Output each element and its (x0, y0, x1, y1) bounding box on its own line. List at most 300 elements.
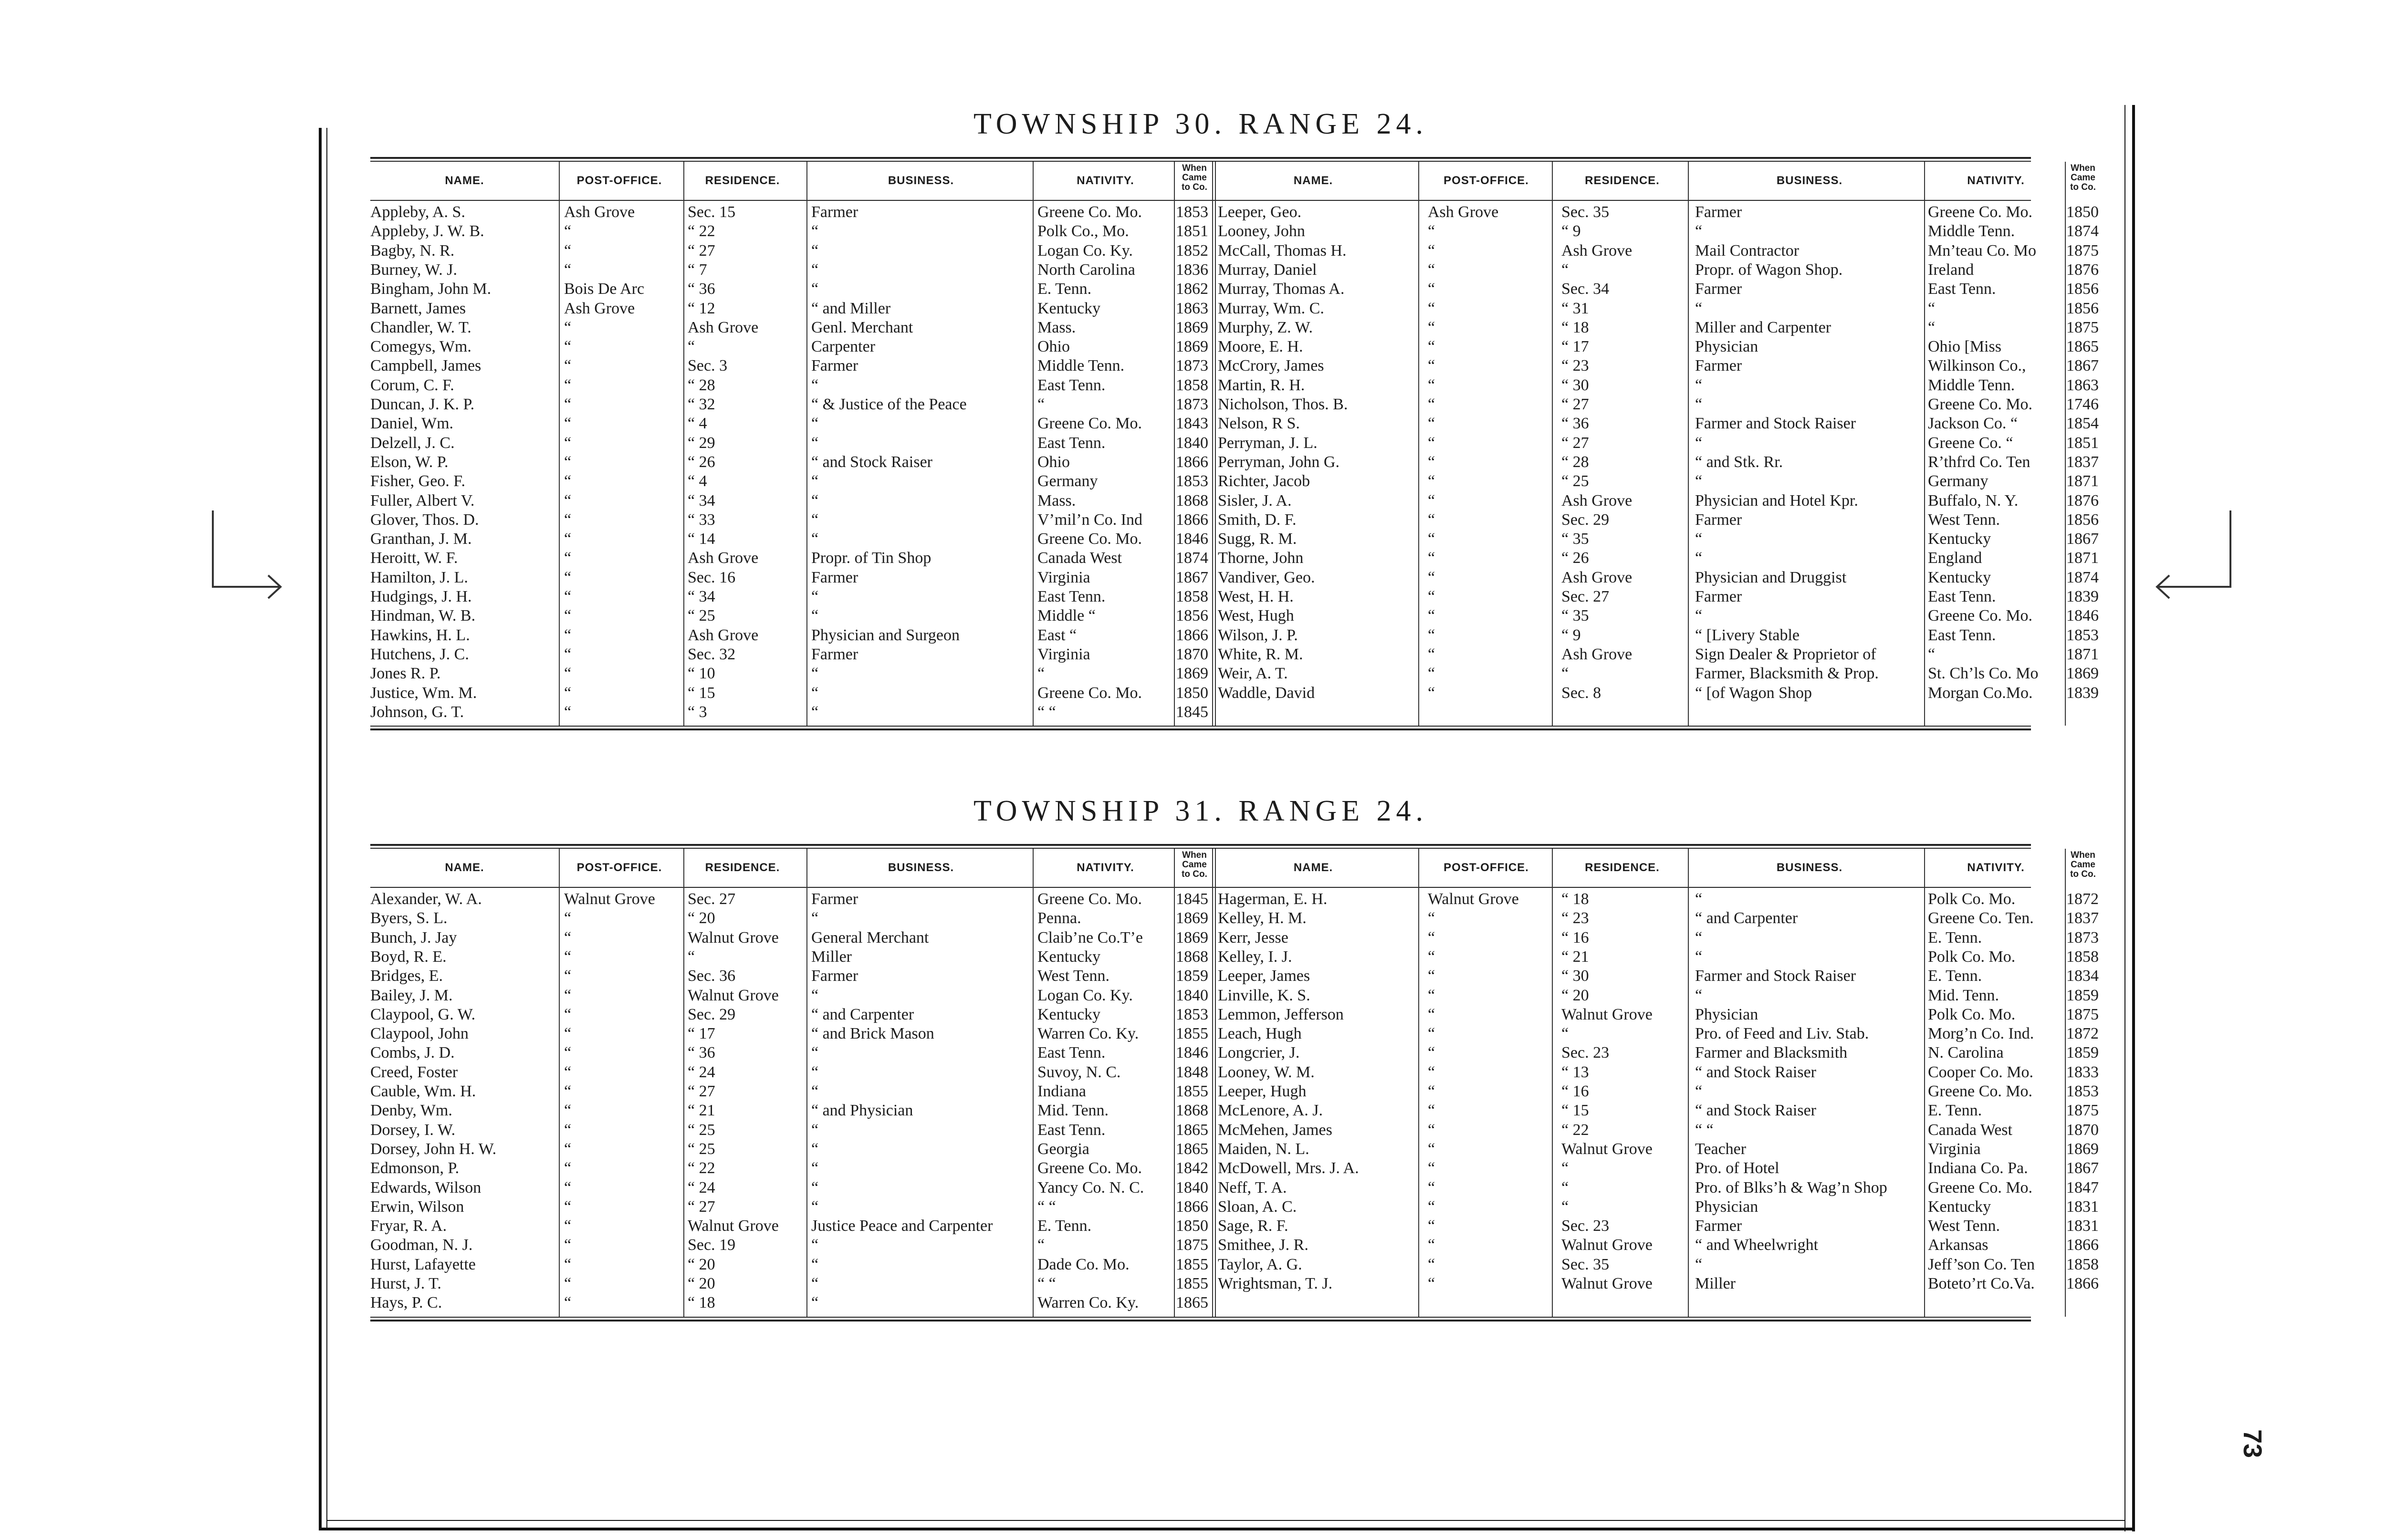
cell-res: “ 36 (688, 1044, 715, 1062)
cell-name: Sugg, R. M. (1218, 530, 1297, 548)
cell-name: Corum, C. F. (370, 376, 454, 394)
cell-name: Weir, A. T. (1218, 665, 1288, 683)
cell-res: “ (688, 947, 695, 966)
cell-nat: Arkansas (1928, 1236, 1988, 1254)
cell-name: Bagby, N. R. (370, 241, 455, 260)
cell-name: Moore, E. H. (1218, 338, 1303, 356)
cell-bus: Farmer (1695, 510, 1742, 529)
cell-po: “ (1428, 549, 1435, 567)
cell-when: 1867 (1176, 568, 1208, 586)
cell-when: 1866 (1176, 453, 1208, 471)
header-top-rule (370, 844, 2031, 846)
right-table-row (370, 549, 2099, 568)
cell-name: Bailey, J. M. (370, 986, 453, 1004)
cell-res: Ash Grove (688, 626, 759, 644)
cell-nat: Penna. (1037, 909, 1081, 927)
left-table-row (370, 1293, 2031, 1312)
cell-bus: Physician (1695, 338, 1758, 356)
cell-name: Heroitt, W. F. (370, 549, 458, 567)
cell-name: Nicholson, Thos. B. (1218, 395, 1348, 413)
cell-nat: Yancy Co. N. C. (1037, 1178, 1144, 1197)
cell-res: “ 4 (688, 415, 707, 433)
table-bottom-thin-rule (370, 726, 2031, 727)
cell-po: “ (564, 222, 572, 240)
cell-bus: “ and Carpenter (811, 1005, 914, 1023)
column-divider (806, 162, 807, 726)
right-table-row (370, 1024, 2099, 1043)
cell-when: 1831 (2066, 1217, 2099, 1235)
right-table-row (370, 928, 2099, 947)
cell-name: McMehen, James (1218, 1121, 1332, 1139)
cell-name: Fisher, Geo. F. (370, 472, 465, 490)
right-table-row (370, 1101, 2099, 1120)
cell-when: 1870 (1176, 645, 1208, 663)
cell-name: Edwards, Wilson (370, 1178, 481, 1197)
cell-name: Edmonson, P. (370, 1159, 460, 1177)
cell-po: “ (1428, 453, 1435, 471)
cell-res: “ 4 (688, 472, 707, 490)
cell-nat: Greene Co. Mo. (1037, 415, 1142, 433)
cell-when: 1869 (2066, 1140, 2099, 1158)
cell-res: “ 25 (1561, 472, 1589, 490)
left-name-header: NAME. (445, 861, 484, 874)
right-table-row (370, 645, 2099, 664)
right-nat-header: NATIVITY. (1967, 861, 2025, 874)
cell-bus: “ (811, 472, 819, 490)
cell-po: “ (1428, 1005, 1435, 1023)
cell-bus: Justice Peace and Carpenter (811, 1217, 993, 1235)
cell-when: 1842 (1176, 1159, 1208, 1177)
right-table-row (370, 1082, 2099, 1101)
frame-bottom-outer-rule (319, 1528, 2135, 1530)
cell-name: Hurst, J. T. (370, 1275, 441, 1292)
cell-po: “ (1428, 1178, 1435, 1197)
cell-when: 1843 (1176, 415, 1208, 433)
right-table-row (370, 280, 2099, 299)
cell-name: Hutchens, J. C. (370, 645, 469, 663)
right-table-row (370, 568, 2099, 587)
cell-when: 1868 (1176, 491, 1208, 510)
cell-po: “ (564, 1159, 572, 1177)
cell-bus: “ and Stock Raiser (1695, 1063, 1816, 1081)
cell-po: “ (1428, 684, 1435, 702)
cell-bus: Farmer and Stock Raiser (1695, 415, 1856, 433)
cell-name: Granthan, J. M. (370, 530, 472, 548)
cell-bus: “ (811, 222, 819, 240)
cell-res: Sec. 35 (1561, 1255, 1610, 1273)
cell-po: “ (564, 1082, 572, 1100)
cell-when: 1872 (2066, 1025, 2099, 1043)
cell-nat: Virginia (1928, 1140, 1981, 1158)
cell-bus: Physician and Druggist (1695, 568, 1847, 586)
cell-bus: Teacher (1695, 1140, 1747, 1158)
cell-name: Taylor, A. G. (1218, 1255, 1302, 1273)
cell-bus: Physician (1695, 1005, 1758, 1023)
cell-name: Looney, John (1218, 222, 1305, 240)
cell-name: Justice, Wm. M. (370, 684, 477, 702)
cell-po: “ (1428, 568, 1435, 586)
table-bottom-rule (370, 1320, 2031, 1321)
cell-res: Sec. 32 (688, 645, 736, 663)
cell-po: “ (564, 1178, 572, 1197)
cell-when: 1746 (2066, 395, 2099, 413)
cell-when: 1866 (1176, 510, 1208, 529)
cell-res: “ 31 (1561, 299, 1589, 317)
cell-res: Sec. 3 (688, 357, 728, 375)
cell-nat: Warren Co. Ky. (1037, 1294, 1139, 1312)
frame-bottom-inner-rule (327, 1520, 2125, 1521)
cell-bus: “ and Miller (811, 299, 891, 317)
cell-nat: “ (1928, 299, 1936, 317)
cell-nat: Warren Co. Ky. (1037, 1025, 1139, 1043)
cell-when: 1858 (1176, 376, 1208, 394)
cell-nat: Virginia (1037, 645, 1090, 663)
cell-res: “ 20 (688, 909, 715, 927)
right-table-row (370, 510, 2099, 530)
cell-po: Walnut Grove (564, 890, 655, 908)
right-table-row (370, 1005, 2099, 1024)
cell-nat: St. Ch’ls Co. Mo (1928, 665, 2039, 683)
cell-res: “ 15 (1561, 1102, 1589, 1120)
cell-nat: Morgan Co.Mo. (1928, 684, 2033, 702)
cell-po: “ (564, 1102, 572, 1120)
cell-po: “ (564, 453, 572, 471)
cell-name: Hawkins, H. L. (370, 626, 470, 644)
cell-res: Sec. 35 (1561, 203, 1610, 221)
cell-po: “ (1428, 318, 1435, 336)
cell-po: “ (564, 1217, 572, 1235)
cell-name: Fryar, R. A. (370, 1217, 447, 1235)
cell-res: “ 22 (688, 1159, 715, 1177)
cell-bus: Miller and Carpenter (1695, 318, 1831, 336)
cell-po: “ (564, 376, 572, 394)
cell-when: 1858 (1176, 588, 1208, 605)
cell-res: “ 32 (688, 395, 715, 413)
cell-res: “ 25 (688, 1140, 715, 1158)
right-table-row (370, 1043, 2099, 1062)
cell-nat: “ “ (1037, 1197, 1056, 1216)
cell-when: 1848 (1176, 1063, 1208, 1081)
cell-nat: Greene Co. Mo. (1928, 395, 2033, 413)
right-table-row (370, 664, 2099, 683)
cell-res: “ 10 (688, 665, 715, 683)
cell-po: “ (1428, 1102, 1435, 1120)
cell-when: 1870 (2066, 1121, 2099, 1139)
cell-bus: Farmer (811, 890, 858, 908)
cell-name: Kelley, I. J. (1218, 947, 1292, 966)
cell-po: “ (1428, 1121, 1435, 1139)
cell-nat: “ “ (1037, 1275, 1056, 1292)
cell-bus: “ (811, 510, 819, 529)
cell-name: Creed, Foster (370, 1063, 458, 1081)
cell-name: White, R. M. (1218, 645, 1303, 663)
right-registration-arrow-icon (2152, 510, 2233, 606)
cell-name: Hagerman, E. H. (1218, 890, 1328, 908)
when-came-header-line: to Co. (1182, 869, 1207, 879)
cell-name: Cauble, Wm. H. (370, 1082, 476, 1100)
cell-name: Wrightsman, T. J. (1218, 1275, 1333, 1292)
when-came-header-line: When (2071, 850, 2095, 860)
cell-nat: Kentucky (1928, 530, 1991, 548)
right-table-row (370, 626, 2099, 645)
cell-nat: Logan Co. Ky. (1037, 986, 1133, 1004)
cell-po: Ash Grove (564, 203, 635, 221)
cell-when: 1847 (2066, 1178, 2099, 1197)
cell-when: 1871 (2066, 472, 2099, 490)
cell-nat: Mn’teau Co. Mo (1928, 241, 2036, 260)
cell-when: 1873 (1176, 357, 1208, 375)
cell-nat: Kentucky (1037, 947, 1101, 966)
cell-when: 1855 (1176, 1255, 1208, 1273)
cell-po: “ (1428, 626, 1435, 644)
cell-po: “ (564, 1294, 572, 1312)
right-bus-header: BUSINESS. (1776, 861, 1843, 874)
cell-res: “ 13 (1561, 1063, 1589, 1081)
cell-nat: Ohio (1037, 453, 1070, 471)
cell-bus: Miller (811, 947, 852, 966)
cell-bus: “ (1695, 376, 1703, 394)
cell-res: “ 21 (1561, 947, 1589, 966)
cell-nat: England (1928, 549, 1982, 567)
cell-res: “ 7 (688, 260, 707, 279)
cell-po: “ (564, 1255, 572, 1273)
cell-res: “ 35 (1561, 607, 1589, 625)
cell-nat: Mass. (1037, 491, 1076, 510)
cell-res: Sec. 27 (1561, 588, 1610, 605)
cell-when: 1867 (2066, 530, 2099, 548)
cell-bus: “ (811, 1082, 819, 1100)
cell-bus: “ (1695, 947, 1703, 966)
when-came-header-line: Came (2071, 860, 2095, 870)
cell-res: “ 9 (1561, 222, 1581, 240)
cell-po: “ (1428, 491, 1435, 510)
cell-res: Walnut Grove (1561, 1236, 1653, 1254)
cell-nat: Greene Co. Ten. (1928, 909, 2034, 927)
cell-when: 1834 (2066, 967, 2099, 985)
cell-res: “ 25 (688, 1121, 715, 1139)
cell-nat: V’mil’n Co. Ind (1037, 510, 1143, 529)
table-bottom-thin-rule (370, 1317, 2031, 1318)
cell-nat: Jeff’son Co. Ten (1928, 1255, 2035, 1273)
header-top-thin-rule (370, 848, 2031, 849)
cell-name: Richter, Jacob (1218, 472, 1310, 490)
right-table-row (370, 1159, 2099, 1178)
left-nat-header: NATIVITY. (1077, 861, 1134, 874)
cell-name: Bridges, E. (370, 967, 443, 985)
cell-res: Ash Grove (1561, 491, 1633, 510)
when-came-header-line: When (2071, 163, 2095, 173)
right-table-row (370, 1236, 2099, 1255)
cell-nat: Greene Co. Mo. (1037, 890, 1142, 908)
cell-res: “ (1561, 665, 1569, 683)
cell-name: Hindman, W. B. (370, 607, 476, 625)
cell-name: Smith, D. F. (1218, 510, 1297, 529)
cell-res: “ 14 (688, 530, 715, 548)
cell-name: Comegys, Wm. (370, 338, 471, 356)
cell-name: Campbell, James (370, 357, 481, 375)
cell-nat: E. Tenn. (1928, 1102, 1982, 1120)
cell-when: 1851 (1176, 222, 1208, 240)
right-bus-header: BUSINESS. (1776, 174, 1843, 187)
cell-nat: Greene Co. Mo. (1928, 1178, 2033, 1197)
cell-res: Sec. 23 (1561, 1217, 1610, 1235)
cell-bus: Farmer (1695, 280, 1742, 298)
cell-when: 1856 (2066, 510, 2099, 529)
cell-po: “ (1428, 260, 1435, 279)
cell-res: “ 23 (1561, 357, 1589, 375)
cell-bus: “ (811, 607, 819, 625)
cell-res: Ash Grove (1561, 645, 1633, 663)
right-table-row (370, 241, 2099, 260)
right-po-header: POST-OFFICE. (1444, 861, 1529, 874)
column-divider (1174, 162, 1175, 726)
cell-bus: “ (1695, 472, 1703, 490)
cell-when: 1859 (2066, 1044, 2099, 1062)
cell-res: “ 26 (1561, 549, 1589, 567)
cell-when: 1855 (1176, 1082, 1208, 1100)
cell-bus: “ (811, 909, 819, 927)
cell-when: 1854 (2066, 415, 2099, 433)
cell-bus: Farmer (1695, 357, 1742, 375)
cell-when: 1837 (2066, 453, 2099, 471)
right-table-row (370, 1063, 2099, 1082)
cell-when: 1859 (1176, 967, 1208, 985)
cell-name: Claypool, G. W. (370, 1005, 476, 1023)
cell-name: Fuller, Albert V. (370, 491, 475, 510)
cell-po: “ (1428, 1159, 1435, 1177)
cell-res: “ 9 (1561, 626, 1581, 644)
cell-nat: “ (1037, 395, 1045, 413)
frame-left-outer-rule (319, 128, 322, 1530)
cell-res: “ 36 (1561, 415, 1589, 433)
cell-bus: “ (811, 1121, 819, 1139)
cell-nat: Boteto’rt Co.Va. (1928, 1275, 2035, 1292)
cell-nat: East Tenn. (1928, 588, 1996, 605)
cell-name: Leach, Hugh (1218, 1025, 1302, 1043)
cell-bus: Miller (1695, 1275, 1736, 1292)
right-name-header: NAME. (1293, 861, 1333, 874)
cell-nat: Georgia (1037, 1140, 1089, 1158)
cell-res: “ 3 (688, 703, 707, 721)
cell-name: Vandiver, Geo. (1218, 568, 1315, 586)
cell-nat: Greene Co. Mo. (1037, 203, 1142, 221)
cell-bus: Farmer (811, 568, 858, 586)
cell-nat: E. Tenn. (1928, 928, 1982, 947)
cell-bus: “ (811, 280, 819, 298)
cell-po: “ (564, 703, 572, 721)
cell-bus: “ (1695, 890, 1703, 908)
left-when-came-header (1176, 164, 1213, 192)
cell-bus: “ (811, 1255, 819, 1273)
column-divider (559, 162, 560, 726)
cell-res: “ 24 (688, 1063, 715, 1081)
cell-po: “ (1428, 1063, 1435, 1081)
cell-res: Ash Grove (1561, 241, 1633, 260)
cell-res: Sec. 27 (688, 890, 736, 908)
cell-bus: “ and Wheelwright (1695, 1236, 1819, 1254)
cell-bus: “ (811, 1197, 819, 1216)
cell-name: Smithee, J. R. (1218, 1236, 1308, 1254)
cell-res: Sec. 15 (688, 203, 736, 221)
cell-po: “ (564, 986, 572, 1004)
table-bottom-rule (370, 728, 2031, 730)
right-table-row (370, 203, 2099, 222)
cell-bus: Pro. of Hotel (1695, 1159, 1779, 1177)
right-table-row (370, 376, 2099, 395)
cell-po: Bois De Arc (564, 280, 645, 298)
right-table-row (370, 684, 2099, 703)
center-double-divider (1212, 162, 1216, 726)
cell-po: “ (564, 607, 572, 625)
cell-nat: Ohio (1037, 338, 1070, 356)
cell-res: Walnut Grove (688, 1217, 779, 1235)
cell-res: Walnut Grove (1561, 1275, 1653, 1292)
cell-bus: “ and Stock Raiser (1695, 1102, 1816, 1120)
cell-nat: Greene Co. Mo. (1037, 684, 1142, 702)
cell-name: Sloan, A. C. (1218, 1197, 1297, 1216)
cell-when: 1839 (2066, 684, 2099, 702)
township-30-section (370, 107, 2099, 742)
cell-res: Sec. 19 (688, 1236, 736, 1254)
cell-nat: Greene Co. “ (1928, 434, 2013, 452)
cell-when: 1875 (2066, 318, 2099, 336)
cell-res: “ 33 (688, 510, 715, 529)
cell-bus: “ (1695, 928, 1703, 947)
cell-po: “ (1428, 280, 1435, 298)
cell-when: 1866 (2066, 1275, 2099, 1292)
cell-bus: Farmer and Stock Raiser (1695, 967, 1856, 985)
cell-po: “ (564, 530, 572, 548)
cell-nat: R’thfrd Co. Ten (1928, 453, 2030, 471)
cell-po: “ (1428, 1140, 1435, 1158)
column-divider (2065, 849, 2066, 1317)
cell-res: Walnut Grove (1561, 1140, 1653, 1158)
cell-po: “ (564, 588, 572, 605)
cell-res: “ 30 (1561, 967, 1589, 985)
cell-nat: “ “ (1037, 703, 1056, 721)
cell-po: “ (1428, 967, 1435, 985)
right-table-row (370, 356, 2099, 375)
right-table-row (370, 222, 2099, 241)
cell-po: “ (564, 1236, 572, 1254)
cell-nat: Jackson Co. “ (1928, 415, 2018, 433)
cell-bus: Farmer (811, 357, 858, 375)
cell-name: Denby, Wm. (370, 1102, 452, 1120)
frame-right-outer-rule (2132, 105, 2135, 1531)
cell-bus: “ (811, 415, 819, 433)
left-when-came-header (1176, 851, 1213, 879)
right-table-row (370, 491, 2099, 510)
column-divider (559, 849, 560, 1317)
cell-bus: “ (811, 1275, 819, 1292)
cell-nat: Claib’ne Co.T’e (1037, 928, 1143, 947)
cell-name: Kerr, Jesse (1218, 928, 1288, 947)
column-divider (683, 849, 684, 1317)
cell-bus: “ (1695, 607, 1703, 625)
cell-nat: Greene Co. Mo. (1037, 1159, 1142, 1177)
cell-bus: Carpenter (811, 338, 876, 356)
cell-bus: “ (811, 684, 819, 702)
cell-name: Lemmon, Jefferson (1218, 1005, 1344, 1023)
cell-bus: “ and Stk. Rr. (1695, 453, 1783, 471)
cell-res: “ 20 (688, 1275, 715, 1292)
cell-nat: Greene Co. Mo. (1928, 607, 2033, 625)
cell-name: Hamilton, J. L. (370, 568, 468, 586)
cell-when: 1871 (2066, 549, 2099, 567)
cell-po: “ (1428, 1255, 1435, 1273)
cell-nat: Polk Co., Mo. (1037, 222, 1129, 240)
cell-nat: E. Tenn. (1037, 1217, 1092, 1235)
